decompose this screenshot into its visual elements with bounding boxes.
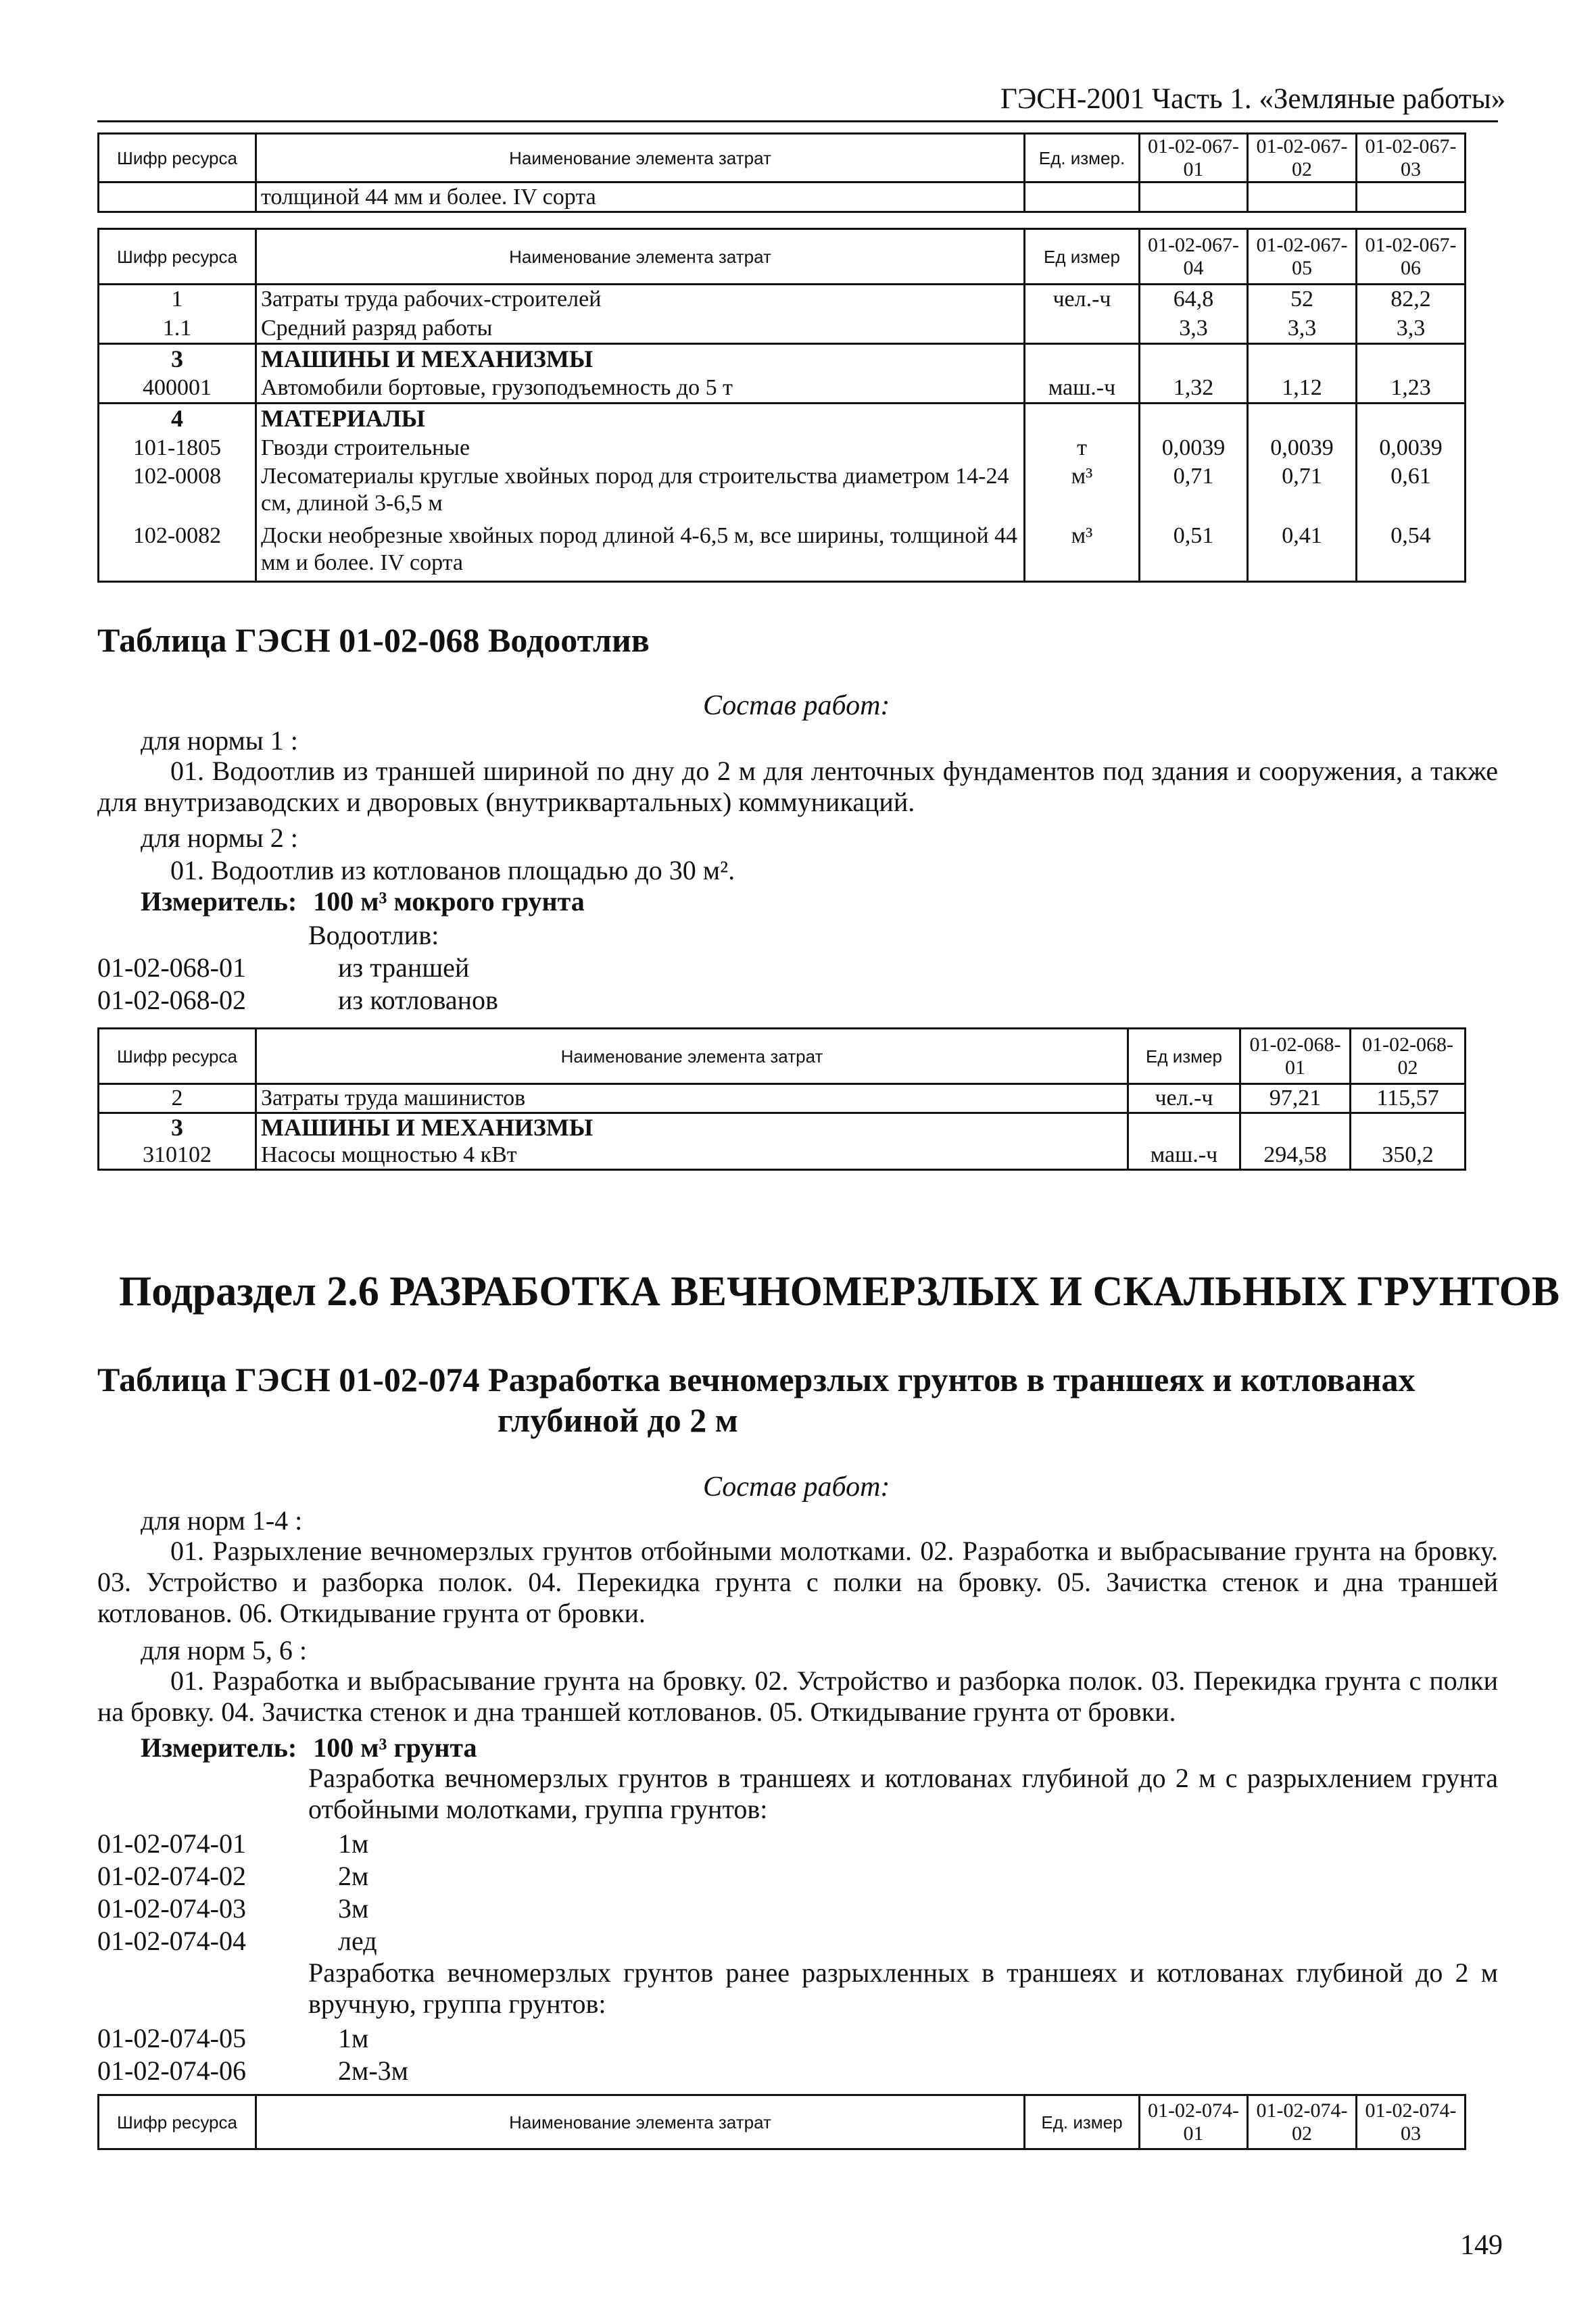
norm-code: 01-02-074-01 [97, 1828, 246, 1859]
cell-value: 1,12 [1248, 374, 1357, 404]
col-head-unit: Ед измер [1025, 229, 1140, 285]
table-row [99, 285, 1466, 314]
measure-value: 100 м³ грунта [313, 1732, 477, 1763]
cell-code: 3 [99, 344, 256, 374]
col-head-shifr: Шифр ресурса [99, 134, 256, 182]
subsection-title: Подраздел 2.6 РАЗРАБОТКА ВЕЧНОМЕРЗЛЫХ И СКАЛЬНЫХ ГРУНТОВ [119, 1269, 1560, 1315]
table-title-068: Таблица ГЭСН 01-02-068 Водоотлив [97, 621, 650, 659]
col-head-code: 01-02-068-01 [1240, 1029, 1351, 1084]
cell-value: 3,3 [1140, 314, 1248, 344]
table-header-row [99, 2095, 1466, 2149]
cell-name: Гвозди строительные [256, 433, 1025, 463]
col-head-code: 01-02-074-01 [1140, 2095, 1248, 2149]
col-head-name: Наименование элемента затрат [256, 2095, 1025, 2149]
cell-unit: маш.-ч [1025, 374, 1140, 404]
sostav-heading: Состав работ: [703, 690, 890, 721]
cell-value: 0,61 [1357, 463, 1466, 522]
col-head-shifr: Шифр ресурса [99, 2095, 256, 2149]
norm-code: 01-02-074-04 [97, 1926, 246, 1956]
cell-value: 1,32 [1140, 374, 1248, 404]
norm-table-074 [97, 2094, 1466, 2150]
table-section-row [99, 344, 1466, 374]
col-head-code: 01-02-074-03 [1357, 2095, 1466, 2149]
page-number: 149 [1460, 2230, 1503, 2261]
measure-value: 100 м³ мокрого грунта [313, 886, 585, 917]
group-label: Разработка вечномерзлых грунтов в траншеях и котлованах глубиной до 2 м с разрыхлением грунта отбойными молотками, группа грунтов: [308, 1763, 1498, 1824]
col-head-unit: Ед. измер. [1025, 134, 1140, 182]
cell-name: Затраты труда машинистов [256, 1084, 1128, 1113]
norm-code: 01-02-074-06 [97, 2055, 246, 2086]
cell-code: 102-0008 [99, 463, 256, 522]
cell-unit: м³ [1025, 522, 1140, 582]
norm-code: 01-02-074-05 [97, 2023, 246, 2053]
header-rule [97, 120, 1498, 122]
cell-value: 0,71 [1248, 463, 1357, 522]
cell-code: 400001 [99, 374, 256, 404]
col-head-code: 01-02-068-02 [1351, 1029, 1466, 1084]
cell-value: 1,23 [1357, 374, 1466, 404]
col-head-shifr: Шифр ресурса [99, 1029, 256, 1084]
table-title-074-cont: глубиной до 2 м [498, 1401, 738, 1439]
work-description: 01. Водоотлив из котлованов площадью до 30 м². [170, 855, 735, 885]
norm-label: 2м-3м [338, 2055, 408, 2086]
measure-line [141, 885, 585, 917]
cell-code: 1.1 [99, 314, 256, 344]
table-title-074: Таблица ГЭСН 01-02-074 Разработка вечномерзлых грунтов в траншеях и котлованах [97, 1361, 1416, 1398]
cell-code: 3 [99, 1113, 256, 1142]
table-row [99, 182, 1466, 212]
table-section-row [99, 1113, 1466, 1142]
measure-label: Измеритель: [141, 886, 297, 917]
section-heading: МАШИНЫ И МЕХАНИЗМЫ [256, 1113, 1128, 1142]
col-head-name: Наименование элемента затрат [256, 1029, 1128, 1084]
table-row [99, 314, 1466, 344]
norm-label: для нормы 2 : [141, 823, 298, 853]
table-row [99, 374, 1466, 404]
cell-value: 0,0039 [1357, 433, 1466, 463]
cell-code: 101-1805 [99, 433, 256, 463]
norm-label: 1м [338, 1828, 369, 1859]
work-description: 01. Водоотлив из траншей шириной по дну до 2 м для ленточных фундаментов под здания и сооружения, а также для внутризаводских и дворовых (внутриквартальных) коммуникаций. [97, 756, 1498, 817]
col-head-name: Наименование элемента затрат [256, 229, 1025, 285]
table-row [99, 1084, 1466, 1113]
work-description: 01. Разрыхление вечномерзлых грунтов отбойными молотками. 02. Разработка и выбрасывание грунта на бровку. 03. Устройство и разборка полок. 04. Перекидка грунта с полки на бровку. 05. Зачистка стенок и дна траншей котлованов. 06. Откидывание грунта от бровки. [97, 1536, 1498, 1628]
cell-name: толщиной 44 мм и более. IV сорта [256, 182, 1025, 212]
cell-name: Затраты труда рабочих-строителей [256, 285, 1025, 314]
cell-value: 52 [1248, 285, 1357, 314]
table-row [99, 1142, 1466, 1170]
cell-name: Доски необрезные хвойных пород длиной 4-6,5 м, все ширины, толщиной 44 мм и более. IV сорта [256, 522, 1025, 582]
table-row [99, 463, 1466, 522]
table-header-row [99, 229, 1466, 285]
cell-value: 0,54 [1357, 522, 1466, 582]
table-row [99, 522, 1466, 582]
cell-value: 3,3 [1357, 314, 1466, 344]
cell-name: Средний разряд работы [256, 314, 1025, 344]
table-row [99, 433, 1466, 463]
norm-label: для норм 1-4 : [141, 1505, 303, 1536]
cell-value: 0,0039 [1140, 433, 1248, 463]
table-header-row [99, 1029, 1466, 1084]
cell-value: 0,71 [1140, 463, 1248, 522]
cell-code: 1 [99, 285, 256, 314]
cell-value: 82,2 [1357, 285, 1466, 314]
cell-name: Лесоматериалы круглые хвойных пород для строительства диаметром 14-24 см, длиной 3-6,5 м [256, 463, 1025, 522]
section-heading: МАТЕРИАЛЫ [256, 404, 1025, 433]
cell-unit: т [1025, 433, 1140, 463]
cell-value: 0,0039 [1248, 433, 1357, 463]
table-section-row [99, 404, 1466, 433]
cell-value: 3,3 [1248, 314, 1357, 344]
cell-value: 350,2 [1351, 1142, 1466, 1170]
col-head-code: 01-02-067-03 [1357, 134, 1466, 182]
norm-label: для нормы 1 : [141, 725, 298, 756]
norm-label: из траншей [338, 952, 470, 983]
norm-table-067-04-06 [97, 228, 1466, 583]
col-head-unit: Ед измер [1128, 1029, 1240, 1084]
cell-unit: чел.-ч [1128, 1084, 1240, 1113]
cell-unit [1025, 314, 1140, 344]
col-head-name: Наименование элемента затрат [256, 134, 1025, 182]
norm-label: 1м [338, 2023, 369, 2053]
cell-code: 2 [99, 1084, 256, 1113]
cell-value: 0,51 [1140, 522, 1248, 582]
col-head-code: 01-02-067-01 [1140, 134, 1248, 182]
group-label: Разработка вечномерзлых грунтов ранее разрыхленных в траншеях и котлованах глубиной до 2 м вручную, группа грунтов: [308, 1957, 1498, 2019]
cell-value: 64,8 [1140, 285, 1248, 314]
col-head-code: 01-02-067-04 [1140, 229, 1248, 285]
col-head-code: 01-02-067-06 [1357, 229, 1466, 285]
norm-code: 01-02-074-02 [97, 1861, 246, 1891]
cell-code: 310102 [99, 1142, 256, 1170]
cell-unit: маш.-ч [1128, 1142, 1240, 1170]
norm-label: для норм 5, 6 : [141, 1635, 307, 1665]
work-description: 01. Разработка и выбрасывание грунта на бровку. 02. Устройство и разборка полок. 03. Перекидка грунта с полки на бровку. 04. Зачистка стенок и дна траншей котлованов. 05. Откидывание грунта от бровки. [97, 1665, 1498, 1727]
cell-code: 102-0082 [99, 522, 256, 582]
col-head-code: 01-02-074-02 [1248, 2095, 1357, 2149]
norm-label: 3м [338, 1893, 369, 1924]
cell-value: 294,58 [1240, 1142, 1351, 1170]
col-head-shifr: Шифр ресурса [99, 229, 256, 285]
norm-label: из котлованов [338, 985, 498, 1015]
norm-code: 01-02-068-02 [97, 985, 246, 1015]
measure-line [141, 1732, 477, 1763]
cell-code: 4 [99, 404, 256, 433]
cell-unit: м³ [1025, 463, 1140, 522]
cell-name: Насосы мощностью 4 кВт [256, 1142, 1128, 1170]
norm-label: 2м [338, 1861, 369, 1891]
sostav-heading: Состав работ: [703, 1471, 890, 1503]
table-header-row [99, 134, 1466, 182]
cell-value: 0,41 [1248, 522, 1357, 582]
measure-label: Измеритель: [141, 1732, 297, 1763]
cell-name: Автомобили бортовые, грузоподъемность до 5 т [256, 374, 1025, 404]
col-head-code: 01-02-067-05 [1248, 229, 1357, 285]
cell-unit: чел.-ч [1025, 285, 1140, 314]
norm-code: 01-02-074-03 [97, 1893, 246, 1924]
norm-table-068 [97, 1027, 1466, 1171]
norm-label: лед [338, 1926, 377, 1956]
cell-value: 115,57 [1351, 1084, 1466, 1113]
cell-value: 97,21 [1240, 1084, 1351, 1113]
norm-code: 01-02-068-01 [97, 952, 246, 983]
section-heading: МАШИНЫ И МЕХАНИЗМЫ [256, 344, 1025, 374]
running-header: ГЭСН-2001 Часть 1. «Земляные работы» [1000, 83, 1506, 115]
col-head-code: 01-02-067-02 [1248, 134, 1357, 182]
group-label: Водоотлив: [308, 920, 439, 950]
norm-table-067-01-03 [97, 132, 1466, 213]
col-head-unit: Ед. измер [1025, 2095, 1140, 2149]
